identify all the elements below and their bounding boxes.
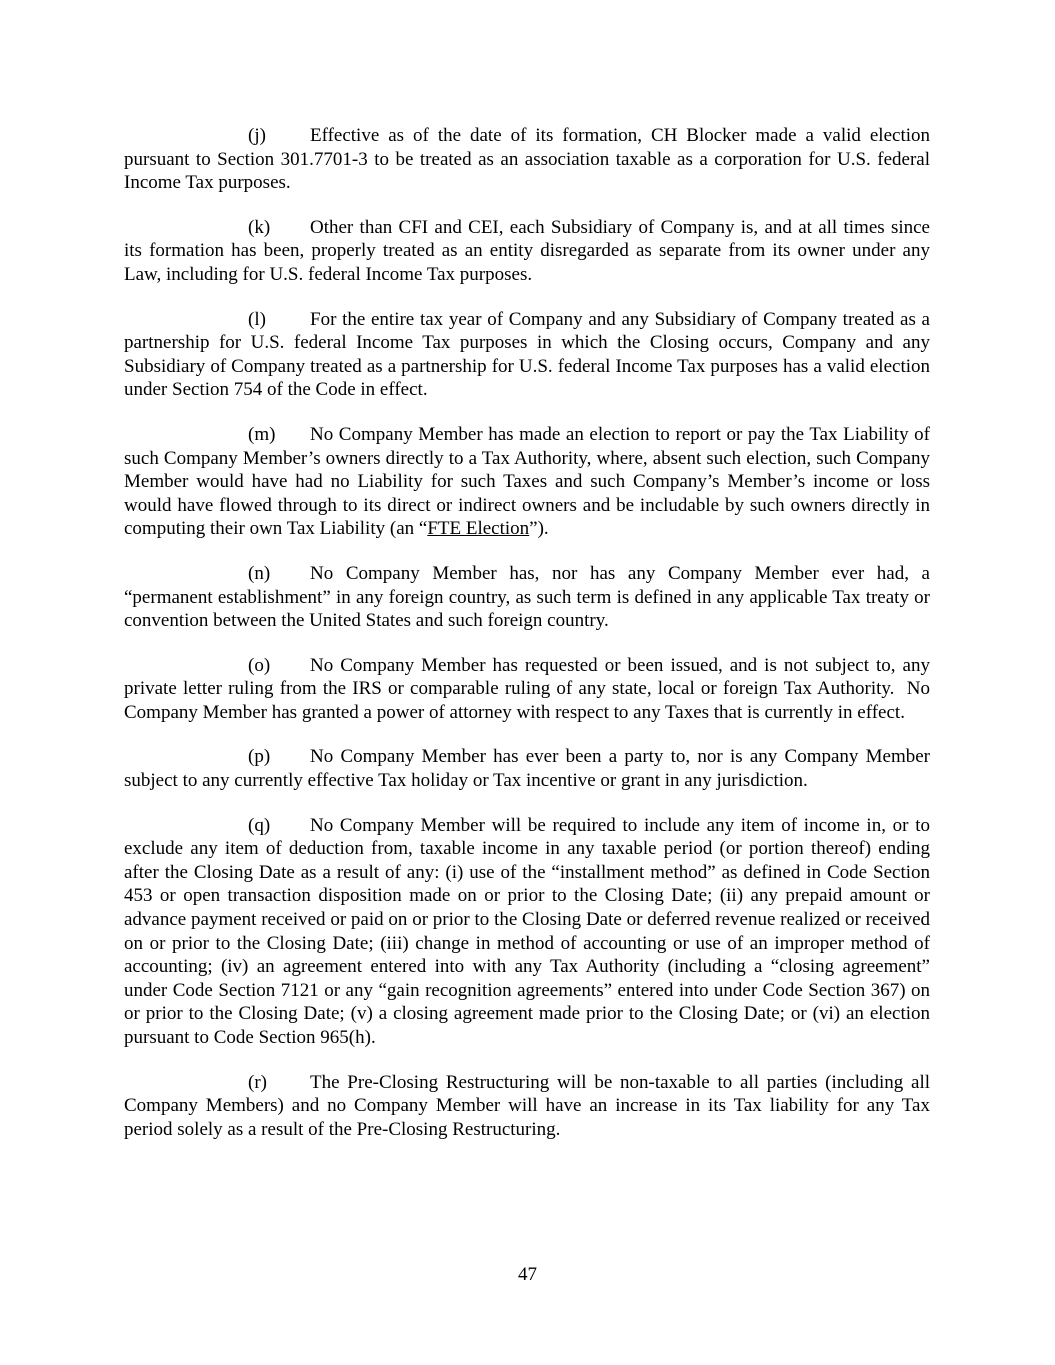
paragraph-label: (o) xyxy=(248,654,271,676)
paragraph-text-end: ”). xyxy=(529,518,549,540)
paragraph-text: Effective as of the date of its formation, CH Blocker made a valid election pursuant to Section 301.7701-3 to be treated as an association taxable as a corporation for U.S. federal Income Tax purposes. xyxy=(124,125,930,194)
paragraph-m xyxy=(124,423,930,541)
paragraph-n xyxy=(124,562,930,633)
paragraph-k xyxy=(124,216,930,287)
paragraph-text: No Company Member will be required to include any item of income in, or to exclude any item of deduction from, taxable income in any taxable period (or portion thereof) ending after the Closing Date as a result of any: (i) use of the “installment method” as defined in Code Section 453 or open transaction disposition made on or prior to the Closing Date; (ii) any prepaid amount or advance payment received or paid on or prior to the Closing Date or deferred revenue realized or received on or prior to the Closing Date; (iii) change in method of accounting or use of an improper method of accounting; (iv) an agreement entered into with any Tax Authority (including a “closing agreement” under Code Section 7121 or any “gain recognition agreements” entered into under Code Section 367) on or prior to the Closing Date; (v) a closing agreement made prior to the Closing Date; or (vi) an election pursuant to Code Section 965(h). xyxy=(124,814,930,1048)
paragraph-text: Other than CFI and CEI, each Subsidiary of Company is, and at all times since its formation has been, properly treated as an entity disregarded as separate from its owner under any Law, including for U.S. federal Income Tax purposes. xyxy=(124,216,930,285)
paragraph-l xyxy=(124,308,930,402)
paragraph-label: (m) xyxy=(248,423,276,445)
paragraph-text: No Company Member has requested or been issued, and is not subject to, any private letter ruling from the IRS or comparable ruling of any state, local or foreign Tax Authority. No Company Member has granted a power of attorney with respect to any Taxes that is currently in effect. xyxy=(124,654,935,723)
paragraph-label: (l) xyxy=(248,308,266,330)
paragraph-text: No Company Member has made an election to report or pay the Tax Liability of such Company Member’s owners directly to a Tax Authority, where, absent such election, such Company Member would have had no Liability for such Taxes and such Company’s Member’s income or loss would have flowed through to its direct or indirect owners and be includable by such owners directly in computing their own Tax Liability (an “ xyxy=(124,423,930,540)
paragraph-label: (k) xyxy=(248,216,271,238)
paragraph-o xyxy=(124,654,935,725)
defined-term: FTE Election xyxy=(427,518,530,540)
paragraph-label: (r) xyxy=(248,1071,267,1093)
paragraph-label: (q) xyxy=(248,814,271,836)
paragraph-label: (j) xyxy=(248,125,266,146)
paragraph-text: For the entire tax year of Company and any Subsidiary of Company treated as a partnership for U.S. federal Income Tax purposes in which the Closing occurs, Company and any Subsidiary of Company treated as a partnership for U.S. federal Income Tax purposes has a valid election under Section 754 of the Code in effect. xyxy=(124,308,930,401)
paragraph-text: No Company Member has ever been a party to, nor is any Company Member subject to any currently effective Tax holiday or Tax incentive or grant in any jurisdiction. xyxy=(124,746,930,792)
document-body xyxy=(124,124,935,1162)
paragraph-q xyxy=(124,814,930,1050)
paragraph-label: (p) xyxy=(248,746,271,768)
paragraph-text: No Company Member has, nor has any Company Member ever had, a “permanent establishment” in any foreign country, as such term is defined in any applicable Tax treaty or convention between the United States and such foreign country. xyxy=(124,562,930,632)
paragraph-p xyxy=(124,745,930,792)
page-number: 47 xyxy=(518,1264,537,1285)
paragraph-label: (n) xyxy=(248,562,271,584)
paragraph-text: The Pre-Closing Restructuring will be non-taxable to all parties (including all Company Members) and no Company Member will have an increase in its Tax liability for any Tax period solely as a result of the Pre-Closing Restructuring. xyxy=(124,1071,930,1140)
paragraph-r xyxy=(124,1071,930,1142)
paragraph-j xyxy=(124,124,930,195)
